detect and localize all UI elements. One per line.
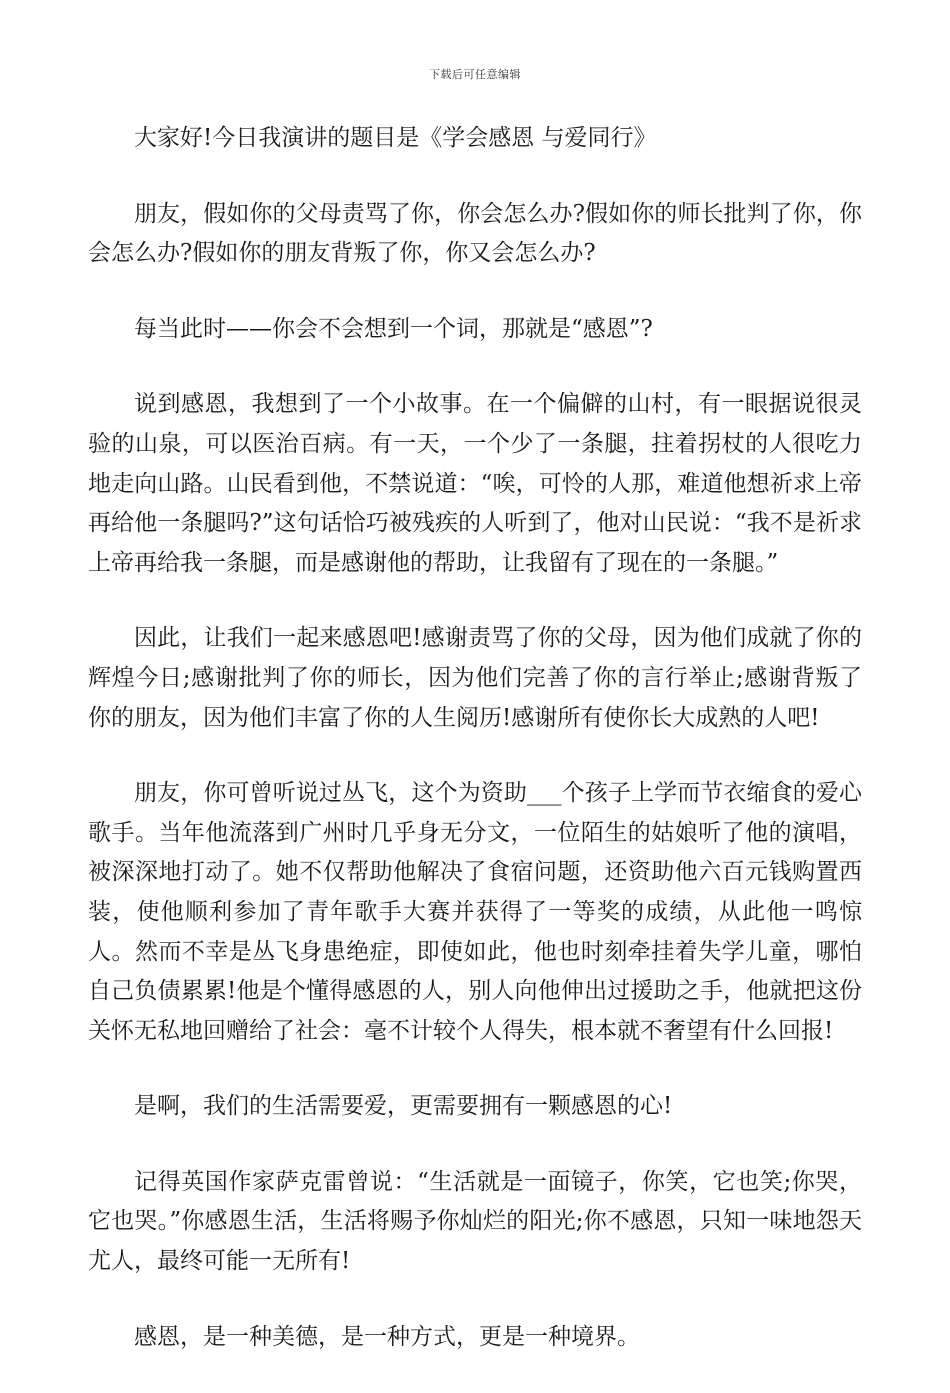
paragraph-life-needs-love: 是啊，我们的生活需要爱，更需要拥有一颗感恩的心!: [134, 1093, 673, 1120]
paragraph-story: 说到感恩，我想到了一个小故事。在一个偏僻的山村，有一眼据说很灵验的山泉，可以医治百病。有一天，一个少了一条腿，拄着拐杖的人很吃力地走向山路。山民看到他，不禁说道：“唉，可怜的人那，难道他想祈求上帝再给他一条腿吗?”这句话恰巧被残疾的人听到了，他对山民说：“我不是祈求上帝再给我一条腿，而是感谢他的帮助，让我留有了现在的一条腿。”: [88, 391, 862, 576]
page-header-note: 下载后可任意编辑: [429, 68, 521, 81]
paragraph-thackeray-quote: 记得英国作家萨克雷曾说：“生活就是一面镜子，你笑，它也笑;你哭，它也哭。”你感恩生活，生活将赐予你灿烂的阳光;你不感恩，只知一味地怨天尤人，最终可能一无所有!: [88, 1168, 862, 1275]
paragraph-conclusion: 感恩，是一种美德，是一种方式，更是一种境界。: [134, 1323, 640, 1350]
paragraph-questions: 朋友，假如你的父母责骂了你，你会怎么办?假如你的师长批判了你，你会怎么办?假如你的朋友背叛了你，你又会怎么办?: [88, 200, 862, 267]
paragraph-call-to-thanks: 因此，让我们一起来感恩吧!感谢责骂了你的父母，因为他们成就了你的辉煌今日;感谢批判了你的师长，因为他们完善了你的言行举止;感谢背叛了你的朋友，因为他们丰富了你的人生阅历!感谢所有使你长大成熟的人吧!: [88, 625, 862, 731]
document-body: [88, 119, 862, 1393]
paragraph-congfei: 朋友，你可曾听说过丛飞，这个为资助___个孩子上学而节衣缩食的爱心歌手。当年他流落到广州时几乎身无分文，一位陌生的姑娘听了他的演唱，被深深地打动了。她不仅帮助他解决了食宿问题，还资助他六百元钱购置西装，使他顺利参加了青年歌手大赛并获得了一等奖的成绩，从此他一鸣惊人。然而不幸是丛飞身患绝症，即使如此，他也时刻牵挂着失学儿童，哪怕自己负债累累!他是个懂得感恩的人，别人向他伸出过援助之手，他就把这份关怀无私地回赠给了社会：毫不计较个人得失，根本就不奢望有什么回报!: [88, 780, 862, 1044]
paragraph-greeting: 大家好!今日我演讲的题目是《学会感恩 与爱同行》: [134, 125, 657, 151]
paragraph-gratitude-word: 每当此时——你会不会想到一个词，那就是“感恩”?: [134, 315, 653, 342]
